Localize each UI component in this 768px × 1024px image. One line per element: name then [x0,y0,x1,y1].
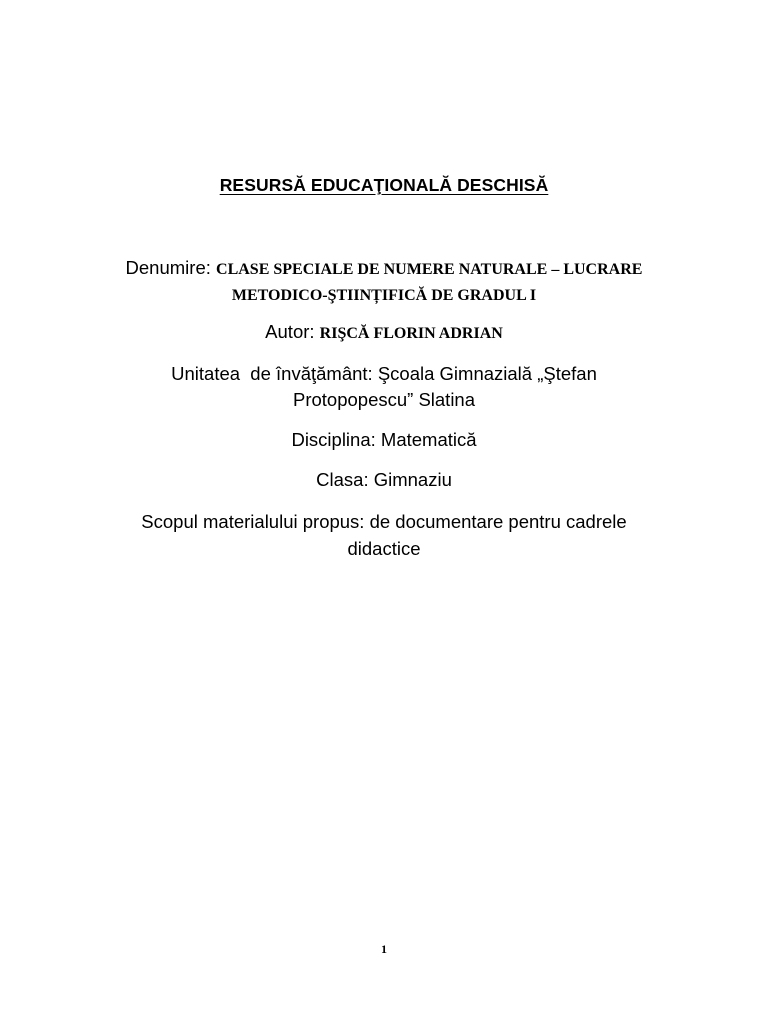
scopul-line-2: didactice [347,538,421,559]
denumire-line-2 [0,282,768,308]
unitatea-line: Unitatea de învăţământ: Şcoala Gimnazială „Ştefan [171,363,597,384]
denumire-line [0,256,768,282]
scopul-line: Scopul materialului propus: de documentare pentru cadrele [141,511,627,532]
page-number: 1 [381,942,387,956]
clasa-line: Clasa: Gimnaziu [316,469,452,490]
disciplina-label: Disciplina: [291,429,381,450]
autor-value: RIŞCĂ FLORIN ADRIAN [319,325,503,342]
denumire-value-line1: CLASE SPECIALE DE NUMERE NATURALE – LUCRARE [216,261,643,278]
denumire-label: Denumire: [125,257,217,278]
autor-line [0,320,768,346]
disciplina-line [0,428,768,452]
disciplina-value: Matematică [380,429,477,450]
denumire-value-line2: METODICO-ŞTIINȚIFICĂ DE GRADUL I [231,287,537,304]
autor-label: Autor: [265,321,320,342]
unitatea-line-2: Protopopescu” Slatina [292,389,476,410]
document-title: RESURSĂ EDUCAŢIONALĂ DESCHISĂ [219,175,549,195]
